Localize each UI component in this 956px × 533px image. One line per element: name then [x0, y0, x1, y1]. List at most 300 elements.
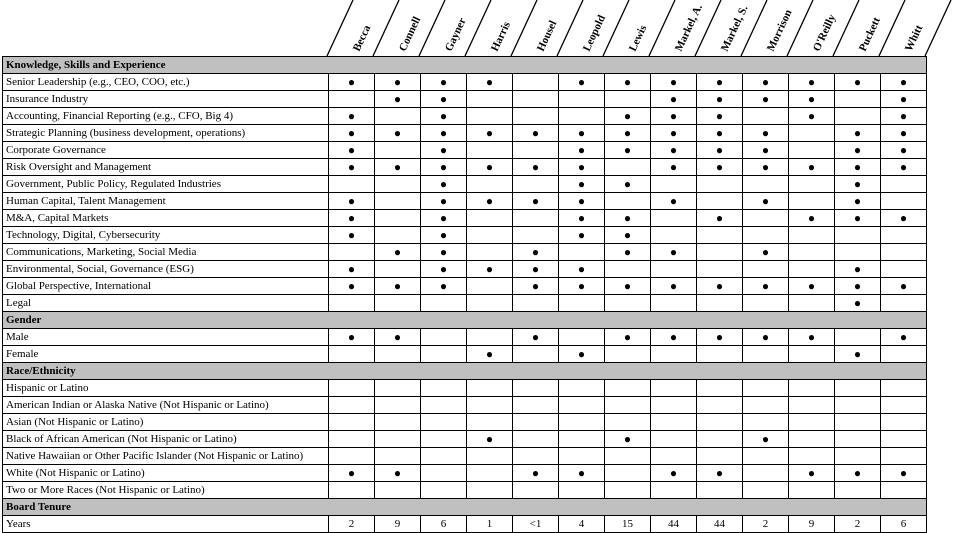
table-row — [3, 159, 927, 176]
bullet-mark: ● — [807, 91, 816, 106]
bullet-mark: ● — [899, 125, 908, 140]
bullet-mark: ● — [669, 74, 678, 89]
section-header — [3, 57, 927, 74]
bullet-mark: ● — [347, 261, 356, 276]
column-header-name: Lewis — [626, 23, 650, 54]
matrix-cell — [329, 244, 375, 261]
matrix-cell — [697, 91, 743, 108]
matrix-cell — [421, 210, 467, 227]
matrix-cell — [881, 346, 927, 363]
matrix-cell — [375, 210, 421, 227]
matrix-cell — [329, 176, 375, 193]
matrix-cell — [559, 482, 605, 499]
matrix-cell — [375, 465, 421, 482]
matrix-cell — [789, 261, 835, 278]
bullet-mark: ● — [807, 278, 816, 293]
matrix-cell — [605, 193, 651, 210]
bullet-mark: ● — [439, 74, 448, 89]
bullet-mark: ● — [899, 108, 908, 123]
matrix-cell — [421, 244, 467, 261]
header-divider — [557, 0, 583, 56]
matrix-cell — [743, 397, 789, 414]
matrix-cell — [743, 380, 789, 397]
bullet-mark: ● — [715, 108, 724, 123]
matrix-cell — [881, 74, 927, 91]
bullet-mark: ● — [485, 346, 494, 361]
matrix-cell — [835, 244, 881, 261]
matrix-cell — [375, 448, 421, 465]
bullet-mark: ● — [393, 125, 402, 140]
bullet-mark: ● — [853, 125, 862, 140]
bullet-mark: ● — [853, 261, 862, 276]
matrix-cell — [329, 414, 375, 431]
bullet-mark: ● — [531, 193, 540, 208]
matrix-cell — [835, 142, 881, 159]
bullet-mark: ● — [623, 227, 632, 242]
bullet-mark: ● — [347, 210, 356, 225]
matrix-cell — [605, 176, 651, 193]
matrix-cell — [835, 448, 881, 465]
matrix-cell — [605, 414, 651, 431]
bullet-mark: ● — [669, 193, 678, 208]
matrix-cell — [421, 278, 467, 295]
bullet-mark: ● — [807, 210, 816, 225]
bullet-mark: ● — [531, 125, 540, 140]
matrix-cell — [651, 448, 697, 465]
matrix-cell — [651, 346, 697, 363]
matrix-cell — [559, 210, 605, 227]
matrix-cell — [467, 431, 513, 448]
matrix-cell — [605, 448, 651, 465]
bullet-mark: ● — [577, 261, 586, 276]
matrix-cell — [697, 448, 743, 465]
bullet-mark: ● — [853, 210, 862, 225]
matrix-cell — [835, 91, 881, 108]
bullet-mark: ● — [485, 193, 494, 208]
bullet-mark: ● — [715, 465, 724, 480]
matrix-cell — [513, 142, 559, 159]
matrix-cell — [559, 278, 605, 295]
matrix-cell — [743, 227, 789, 244]
matrix-cell — [881, 176, 927, 193]
bullet-mark: ● — [439, 91, 448, 106]
column-header-name: Morrison — [764, 7, 795, 54]
matrix-cell — [329, 448, 375, 465]
matrix-cell — [605, 329, 651, 346]
table-row — [3, 261, 927, 278]
matrix-cell — [605, 142, 651, 159]
matrix-cell — [605, 227, 651, 244]
matrix-cell — [881, 244, 927, 261]
matrix-cell — [651, 414, 697, 431]
matrix-cell — [329, 108, 375, 125]
matrix-cell — [651, 176, 697, 193]
bullet-mark: ● — [623, 329, 632, 344]
matrix-cell — [697, 278, 743, 295]
bullet-mark: ● — [347, 108, 356, 123]
bullet-mark: ● — [899, 329, 908, 344]
matrix-cell — [421, 329, 467, 346]
matrix-cell — [467, 142, 513, 159]
tenure-value: 9 — [789, 516, 835, 533]
matrix-cell — [651, 159, 697, 176]
column-headers — [0, 0, 956, 56]
table-row — [3, 414, 927, 431]
matrix-cell — [743, 176, 789, 193]
matrix-cell — [559, 397, 605, 414]
matrix-cell — [559, 91, 605, 108]
tenure-value: 44 — [697, 516, 743, 533]
matrix-cell — [881, 397, 927, 414]
matrix-cell — [835, 210, 881, 227]
matrix-cell — [329, 465, 375, 482]
column-header-name: Puckett — [856, 15, 883, 54]
matrix-cell — [559, 244, 605, 261]
bullet-mark: ● — [623, 125, 632, 140]
matrix-cell — [651, 227, 697, 244]
matrix-cell — [605, 397, 651, 414]
header-divider — [465, 0, 491, 56]
bullet-mark: ● — [715, 91, 724, 106]
bullet-mark: ● — [393, 244, 402, 259]
bullet-mark: ● — [485, 261, 494, 276]
matrix-cell — [835, 74, 881, 91]
matrix-cell — [559, 142, 605, 159]
bullet-mark: ● — [853, 193, 862, 208]
bullet-mark: ● — [899, 142, 908, 157]
matrix-cell — [467, 295, 513, 312]
column-header-name: Whitt — [902, 23, 926, 54]
column-header-area — [0, 0, 956, 56]
matrix-cell — [743, 91, 789, 108]
tenure-value: 4 — [559, 516, 605, 533]
column-header-name: Housel — [534, 18, 560, 54]
matrix-cell — [467, 176, 513, 193]
matrix-cell — [881, 108, 927, 125]
row-label: Legal — [3, 295, 329, 312]
row-label: Accounting, Financial Reporting (e.g., CFO, Big 4) — [3, 108, 329, 125]
matrix-cell — [789, 346, 835, 363]
bullet-mark: ● — [853, 74, 862, 89]
bullet-mark: ● — [439, 244, 448, 259]
bullet-mark: ● — [623, 210, 632, 225]
tenure-value: 6 — [421, 516, 467, 533]
matrix-cell — [375, 414, 421, 431]
header-divider — [603, 0, 629, 56]
column-header-name: O'Reilly — [810, 12, 839, 54]
tenure-value: <1 — [513, 516, 559, 533]
matrix-cell — [651, 193, 697, 210]
bullet-mark: ● — [439, 210, 448, 225]
matrix-cell — [513, 91, 559, 108]
matrix-cell — [559, 125, 605, 142]
matrix-cell — [329, 74, 375, 91]
matrix-cell — [467, 414, 513, 431]
matrix-cell — [513, 465, 559, 482]
row-label: Risk Oversight and Management — [3, 159, 329, 176]
bullet-mark: ● — [439, 278, 448, 293]
matrix-cell — [789, 397, 835, 414]
matrix-cell — [559, 108, 605, 125]
bullet-mark: ● — [853, 295, 862, 310]
matrix-cell — [651, 244, 697, 261]
matrix-cell — [651, 329, 697, 346]
matrix-cell — [421, 108, 467, 125]
matrix-cell — [651, 482, 697, 499]
matrix-cell — [375, 244, 421, 261]
bullet-mark: ● — [669, 244, 678, 259]
matrix-cell — [743, 448, 789, 465]
row-label: Asian (Not Hispanic or Latino) — [3, 414, 329, 431]
bullet-mark: ● — [669, 278, 678, 293]
matrix-cell — [375, 159, 421, 176]
table-row — [3, 329, 927, 346]
matrix-cell — [651, 74, 697, 91]
row-label: Global Perspective, International — [3, 278, 329, 295]
matrix-cell — [329, 210, 375, 227]
matrix-cell — [789, 278, 835, 295]
tenure-value: 9 — [375, 516, 421, 533]
row-label: Technology, Digital, Cybersecurity — [3, 227, 329, 244]
tenure-value: 44 — [651, 516, 697, 533]
bullet-mark: ● — [761, 125, 770, 140]
table-row — [3, 74, 927, 91]
matrix-cell — [697, 465, 743, 482]
matrix-cell — [559, 74, 605, 91]
bullet-mark: ● — [577, 142, 586, 157]
table-row — [3, 176, 927, 193]
bullet-mark: ● — [623, 108, 632, 123]
bullet-mark: ● — [393, 91, 402, 106]
matrix-cell — [467, 108, 513, 125]
bullet-mark: ● — [853, 278, 862, 293]
matrix-cell — [743, 278, 789, 295]
bullet-mark: ● — [347, 125, 356, 140]
bullet-mark: ● — [577, 125, 586, 140]
bullet-mark: ● — [577, 346, 586, 361]
row-label: Human Capital, Talent Management — [3, 193, 329, 210]
matrix-cell — [835, 278, 881, 295]
matrix-cell — [467, 346, 513, 363]
matrix-cell — [421, 261, 467, 278]
matrix-cell — [789, 448, 835, 465]
matrix-cell — [329, 91, 375, 108]
matrix-cell — [513, 482, 559, 499]
matrix-cell — [329, 482, 375, 499]
bullet-mark: ● — [623, 244, 632, 259]
matrix-cell — [697, 159, 743, 176]
bullet-mark: ● — [853, 159, 862, 174]
row-label: Senior Leadership (e.g., CEO, COO, etc.) — [3, 74, 329, 91]
matrix-cell — [697, 261, 743, 278]
column-header-name: Markel, S. — [718, 3, 751, 54]
matrix-cell — [835, 482, 881, 499]
matrix-cell — [421, 431, 467, 448]
matrix-cell — [605, 91, 651, 108]
bullet-mark: ● — [899, 74, 908, 89]
bullet-mark: ● — [761, 244, 770, 259]
bullet-mark: ● — [669, 142, 678, 157]
bullet-mark: ● — [623, 431, 632, 446]
matrix-cell — [375, 329, 421, 346]
matrix-cell — [697, 329, 743, 346]
bullet-mark: ● — [807, 465, 816, 480]
matrix-cell — [697, 176, 743, 193]
matrix-cell — [513, 380, 559, 397]
matrix-cell — [513, 227, 559, 244]
row-label: Hispanic or Latino — [3, 380, 329, 397]
row-label: Government, Public Policy, Regulated Industries — [3, 176, 329, 193]
bullet-mark: ● — [899, 278, 908, 293]
row-label: Native Hawaiian or Other Pacific Islander (Not Hispanic or Latino) — [3, 448, 329, 465]
bullet-mark: ● — [531, 465, 540, 480]
bullet-mark: ● — [761, 431, 770, 446]
matrix-cell — [513, 414, 559, 431]
bullet-mark: ● — [577, 210, 586, 225]
bullet-mark: ● — [761, 278, 770, 293]
header-divider — [925, 0, 951, 56]
bullet-mark: ● — [807, 74, 816, 89]
matrix-cell — [881, 142, 927, 159]
matrix-cell — [697, 193, 743, 210]
matrix-cell — [375, 431, 421, 448]
matrix-cell — [789, 244, 835, 261]
row-label: Communications, Marketing, Social Media — [3, 244, 329, 261]
section-title: Knowledge, Skills and Experience — [3, 57, 927, 74]
matrix-cell — [651, 380, 697, 397]
matrix-cell — [651, 210, 697, 227]
section-title: Race/Ethnicity — [3, 363, 927, 380]
bullet-mark: ● — [393, 465, 402, 480]
matrix-cell — [329, 295, 375, 312]
matrix-cell — [743, 125, 789, 142]
matrix-cell — [375, 482, 421, 499]
matrix-cell — [743, 465, 789, 482]
bullet-mark: ● — [669, 108, 678, 123]
bullet-mark: ● — [347, 74, 356, 89]
matrix-cell — [467, 397, 513, 414]
matrix-cell — [743, 244, 789, 261]
bullet-mark: ● — [853, 142, 862, 157]
matrix-cell — [835, 176, 881, 193]
bullet-mark: ● — [715, 142, 724, 157]
matrix-cell — [881, 448, 927, 465]
matrix-cell — [467, 91, 513, 108]
matrix-cell — [467, 193, 513, 210]
matrix-cell — [421, 482, 467, 499]
matrix-cell — [513, 295, 559, 312]
matrix-cell — [697, 210, 743, 227]
table-row — [3, 142, 927, 159]
matrix-cell — [743, 431, 789, 448]
matrix-cell — [743, 295, 789, 312]
matrix-cell — [421, 193, 467, 210]
matrix-cell — [881, 278, 927, 295]
matrix-cell — [375, 74, 421, 91]
bullet-mark: ● — [531, 261, 540, 276]
row-label: Corporate Governance — [3, 142, 329, 159]
matrix-cell — [651, 431, 697, 448]
matrix-cell — [559, 414, 605, 431]
matrix-cell — [421, 448, 467, 465]
header-divider — [511, 0, 537, 56]
matrix-cell — [743, 193, 789, 210]
matrix-cell — [513, 448, 559, 465]
bullet-mark: ● — [577, 159, 586, 174]
bullet-mark: ● — [531, 278, 540, 293]
matrix-cell — [697, 414, 743, 431]
header-divider — [649, 0, 675, 56]
matrix-cell — [605, 74, 651, 91]
matrix-cell — [789, 431, 835, 448]
bullet-mark: ● — [715, 210, 724, 225]
matrix-cell — [835, 295, 881, 312]
matrix-cell — [743, 329, 789, 346]
matrix-cell — [513, 329, 559, 346]
header-divider — [419, 0, 445, 56]
matrix-cell — [329, 431, 375, 448]
header-divider — [787, 0, 813, 56]
matrix-cell — [789, 380, 835, 397]
matrix-cell — [789, 414, 835, 431]
bullet-mark: ● — [485, 125, 494, 140]
table-row — [3, 91, 927, 108]
row-label: Male — [3, 329, 329, 346]
matrix-cell — [329, 346, 375, 363]
matrix-cell — [421, 465, 467, 482]
row-label: White (Not Hispanic or Latino) — [3, 465, 329, 482]
matrix-cell — [881, 227, 927, 244]
matrix-cell — [559, 448, 605, 465]
tenure-value: 6 — [881, 516, 927, 533]
matrix-cell — [467, 261, 513, 278]
matrix-cell — [697, 125, 743, 142]
column-header-name: Leopold — [580, 13, 608, 54]
matrix-cell — [467, 210, 513, 227]
matrix-cell — [697, 227, 743, 244]
table-row — [3, 346, 927, 363]
bullet-mark: ● — [577, 278, 586, 293]
matrix-cell — [651, 397, 697, 414]
matrix-cell — [743, 74, 789, 91]
matrix-cell — [375, 142, 421, 159]
row-label: Years — [3, 516, 329, 533]
bullet-mark: ● — [577, 193, 586, 208]
matrix-cell — [881, 210, 927, 227]
bullet-mark: ● — [439, 261, 448, 276]
tenure-value: 1 — [467, 516, 513, 533]
matrix-cell — [559, 193, 605, 210]
bullet-mark: ● — [439, 125, 448, 140]
bullet-mark: ● — [623, 176, 632, 191]
matrix-cell — [835, 125, 881, 142]
matrix-cell — [789, 91, 835, 108]
section-title: Gender — [3, 312, 927, 329]
bullet-mark: ● — [347, 329, 356, 344]
matrix-cell — [743, 210, 789, 227]
matrix-cell — [329, 278, 375, 295]
matrix-cell — [605, 465, 651, 482]
tenure-value: 15 — [605, 516, 651, 533]
bullet-mark: ● — [853, 346, 862, 361]
matrix-body — [3, 57, 927, 533]
matrix-cell — [375, 125, 421, 142]
matrix-cell — [835, 227, 881, 244]
matrix-cell — [329, 159, 375, 176]
matrix-cell — [421, 295, 467, 312]
bullet-mark: ● — [347, 193, 356, 208]
matrix-cell — [835, 431, 881, 448]
